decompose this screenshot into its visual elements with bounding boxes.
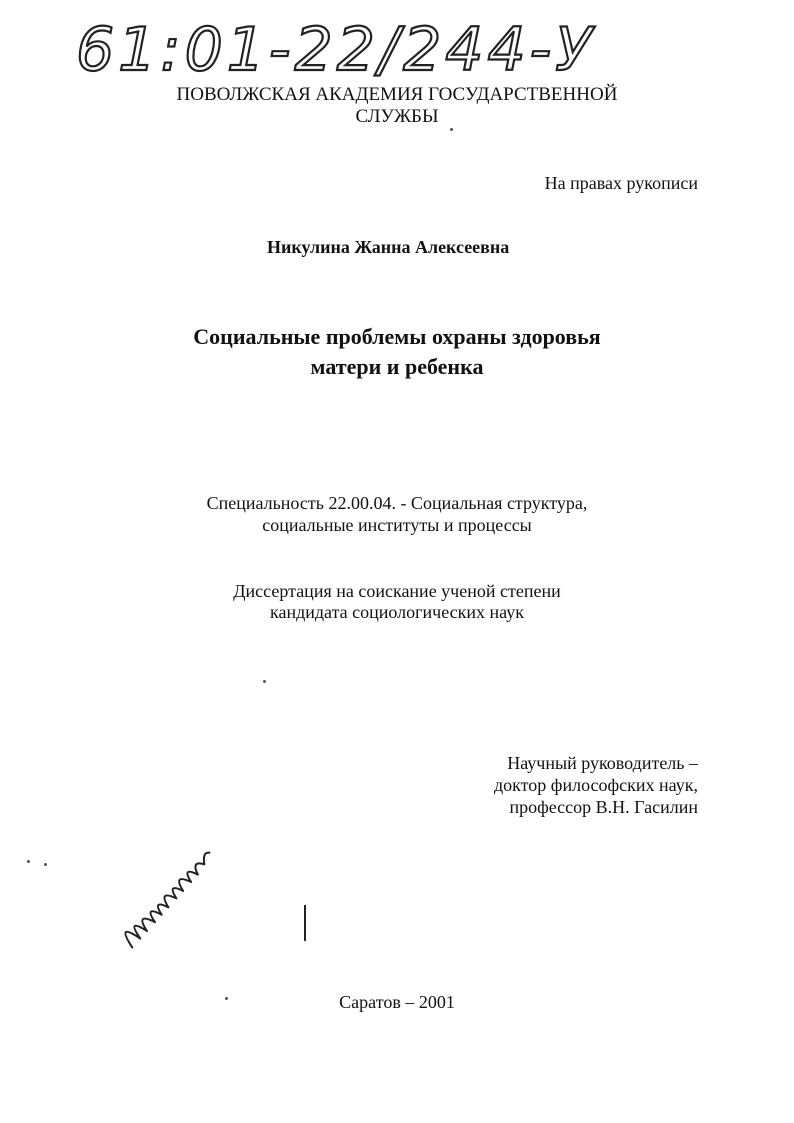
handwritten-registration-number xyxy=(76,8,676,88)
supervisor-line-3: профессор В.Н. Гасилин xyxy=(509,797,698,817)
title-line-2: матери и ребенка xyxy=(310,354,484,379)
supervisor-line-1: Научный руководитель – xyxy=(507,753,698,773)
supervisor-line-2: доктор философских наук, xyxy=(494,775,698,795)
speck xyxy=(450,128,453,131)
manuscript-rights: На правах рукописи xyxy=(544,173,698,193)
handwritten-number-text: 61:01-22/244-У xyxy=(76,15,596,85)
city-year: Саратов – 2001 xyxy=(339,992,455,1012)
speck xyxy=(225,997,228,1000)
title-line-1: Социальные проблемы охраны здоровья xyxy=(193,324,601,349)
organization-line-2: СЛУЖБЫ xyxy=(355,106,439,127)
author-name: Никулина Жанна Алексеевна xyxy=(267,237,510,257)
organization-line-1: ПОВОЛЖСКАЯ АКАДЕМИЯ ГОСУДАРСТВЕННОЙ xyxy=(176,84,618,105)
speck xyxy=(263,680,266,683)
speck xyxy=(44,863,47,866)
specialty-line-1: Специальность 22.00.04. - Социальная структура, xyxy=(206,493,588,513)
pen-mark xyxy=(304,905,306,941)
speck xyxy=(27,860,30,863)
handwritten-signature xyxy=(95,815,255,955)
degree-line-2: кандидата социологических наук xyxy=(270,602,524,622)
supervisor-block xyxy=(494,752,698,818)
specialty-line-2: социальные институты и процессы xyxy=(262,515,532,535)
degree-line-1: Диссертация на соискание ученой степени xyxy=(233,581,561,601)
handwritten-number-graphic xyxy=(76,8,676,88)
